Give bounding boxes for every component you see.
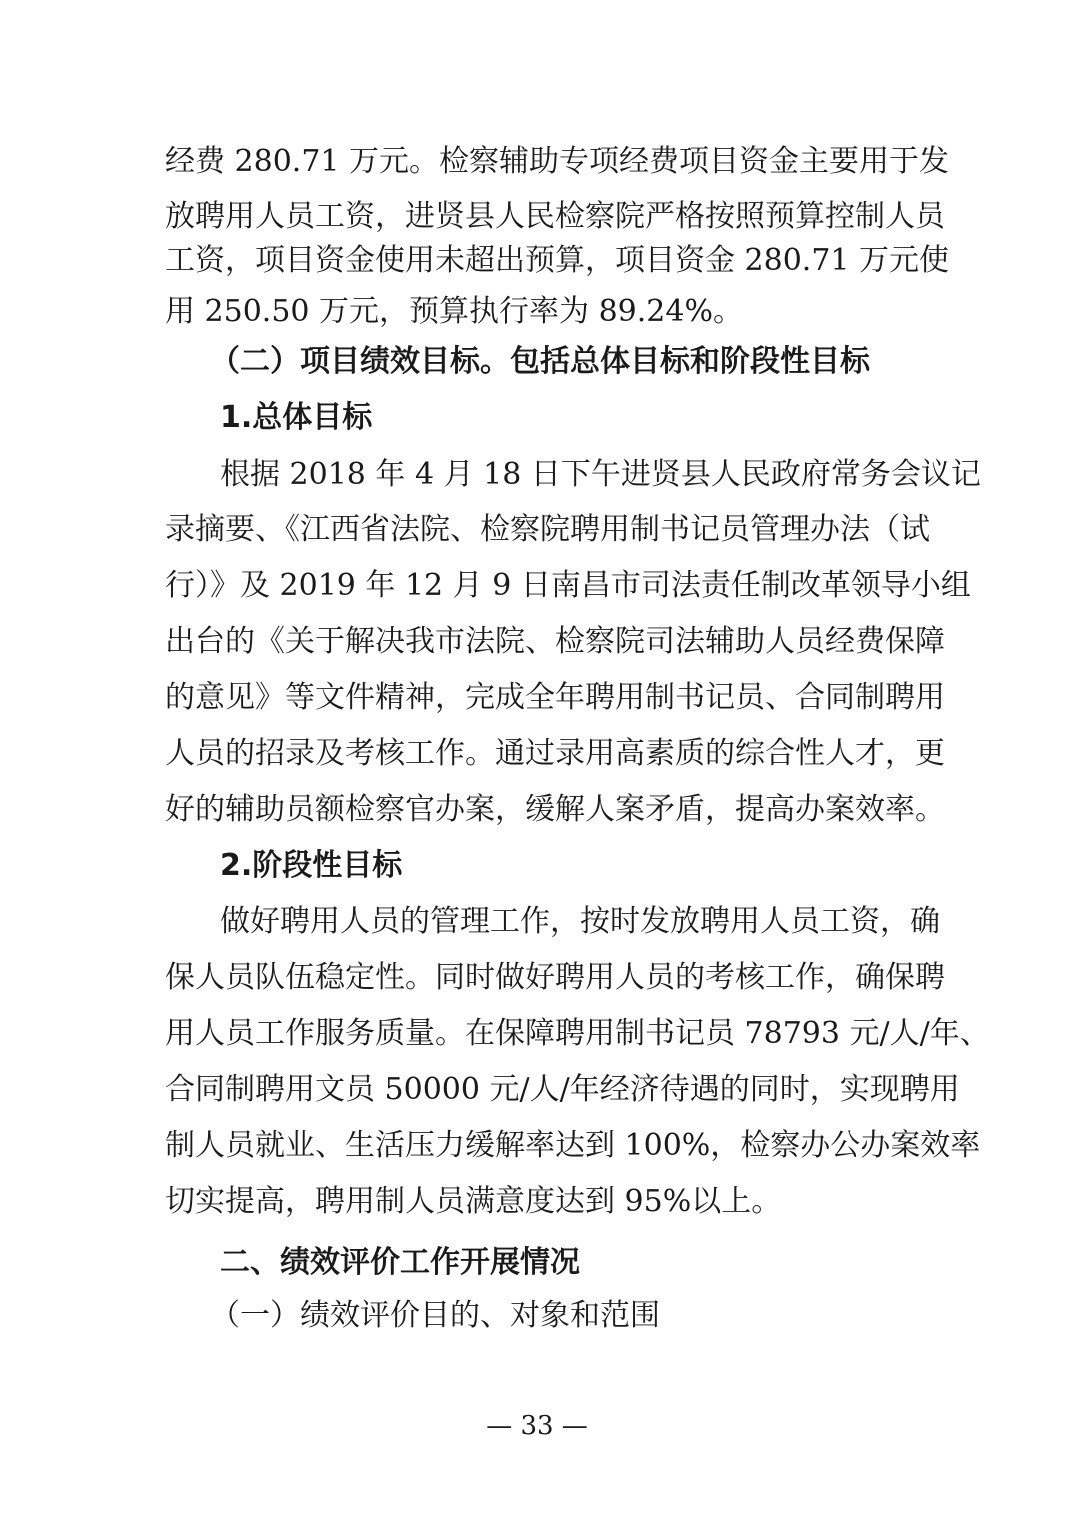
paragraph-line: 行）》及 2019 年 12 月 9 日南昌市司法责任制改革领导小组 — [165, 568, 971, 603]
section-heading: （一）绩效评价目的、对象和范围 — [210, 1298, 660, 1333]
paragraph-line: 做好聘用人员的管理工作，按时发放聘用人员工资，确 — [220, 904, 940, 939]
paragraph-line: 的意见》等文件精神，完成全年聘用制书记员、合同制聘用 — [165, 680, 945, 715]
chapter-heading: 二、绩效评价工作开展情况 — [220, 1245, 580, 1280]
paragraph-line: 合同制聘用文员 50000 元/人/年经济待遇的同时，实现聘用 — [165, 1072, 960, 1107]
paragraph-line: 出台的《关于解决我市法院、检察院司法辅助人员经费保障 — [165, 624, 945, 659]
paragraph-line: 制人员就业、生活压力缓解率达到 100%，检察办公办案效率 — [165, 1128, 981, 1163]
paragraph-line: 人员的招录及考核工作。通过录用高素质的综合性人才，更 — [165, 736, 945, 771]
page-number: — 33 — — [486, 1411, 588, 1441]
subsection-heading: 2.阶段性目标 — [220, 848, 403, 883]
paragraph-line: 切实提高，聘用制人员满意度达到 95%以上。 — [165, 1184, 782, 1219]
subsection-heading: 1.总体目标 — [220, 400, 373, 435]
paragraph-line: 好的辅助员额检察官办案，缓解人案矛盾，提高办案效率。 — [165, 792, 945, 827]
paragraph-line: 保人员队伍稳定性。同时做好聘用人员的考核工作，确保聘 — [165, 960, 945, 995]
paragraph-line: 工资，项目资金使用未超出预算，项目资金 280.71 万元使 — [165, 243, 950, 278]
paragraph-line: 用 250.50 万元，预算执行率为 89.24%。 — [165, 294, 743, 329]
section-heading: （二）项目绩效目标。包括总体目标和阶段性目标 — [210, 344, 870, 379]
paragraph-line: 放聘用人员工资，进贤县人民检察院严格按照预算控制人员 — [165, 199, 945, 234]
paragraph-line: 录摘要、《江西省法院、检察院聘用制书记员管理办法（试 — [165, 512, 930, 547]
paragraph-line: 根据 2018 年 4 月 18 日下午进贤县人民政府常务会议记 — [220, 457, 981, 492]
paragraph-line: 用人员工作服务质量。在保障聘用制书记员 78793 元/人/年、 — [165, 1016, 990, 1051]
paragraph-line: 经费 280.71 万元。检察辅助专项经费项目资金主要用于发 — [165, 144, 950, 179]
